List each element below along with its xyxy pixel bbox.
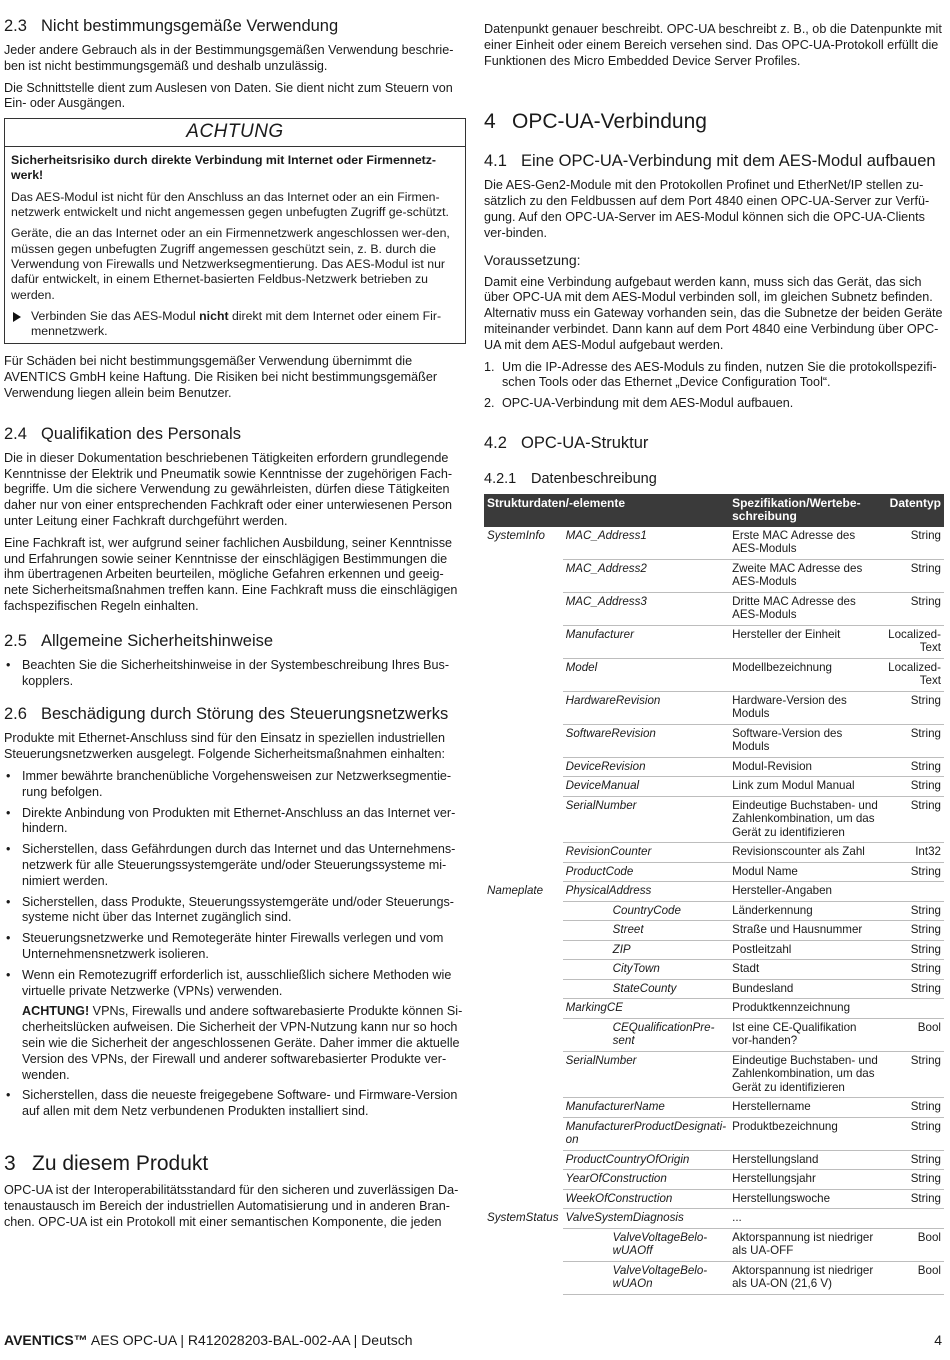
cell-structure-group xyxy=(484,691,563,724)
cell-specification: ... xyxy=(729,1209,881,1229)
section-heading: 2.6 Beschädigung durch Störung des Steuerungsnetzwerks xyxy=(4,705,449,724)
cell-datatype: String xyxy=(881,901,944,921)
section-heading: 2.3 Nicht bestimmungsgemäße Verwendung xyxy=(4,17,339,35)
table-row xyxy=(484,1018,944,1051)
subsection-title: Datenbeschreibung xyxy=(531,470,657,487)
cell-element: ManufacturerProductDesignati-on xyxy=(563,1117,729,1150)
cell-element: MarkingCE xyxy=(563,999,729,1019)
cell-structure-group xyxy=(484,658,563,691)
table-row xyxy=(484,940,944,960)
table-row xyxy=(484,527,944,560)
cell-element: PhysicalAddress xyxy=(563,882,729,902)
table-row xyxy=(484,691,944,724)
cell-specification: Software-Version des Moduls xyxy=(729,724,881,757)
cell-datatype: String xyxy=(881,691,944,724)
cell-element: Street xyxy=(563,921,729,941)
right-column xyxy=(484,22,944,1295)
cell-specification: Produktkennzeichnung xyxy=(729,999,881,1019)
warning-paragraph: Das AES-Modul ist nicht für den Anschluss an das Internet oder an ein Firmen-netzwerk entwickelt und nicht angemessen gegen unbefugten Zugriff ge-schützt. xyxy=(11,189,449,220)
cell-element: ValveVoltageBelo-wUAOff xyxy=(563,1228,729,1261)
cell-element: ValveVoltageBelo-wUAOn xyxy=(563,1261,729,1294)
table-row xyxy=(484,1117,944,1150)
cell-specification: Straße und Hausnummer xyxy=(729,921,881,941)
list-item: • Immer bewährte branchenübliche Vorgehensweisen zur Netzwerksegmentie-rung befolgen. xyxy=(6,769,452,799)
cell-structure-group xyxy=(484,1018,563,1051)
table-row xyxy=(484,757,944,777)
cell-structure-group xyxy=(484,757,563,777)
page-footer xyxy=(0,1332,950,1356)
cell-structure-group xyxy=(484,862,563,882)
cell-element: MAC_Address3 xyxy=(563,592,729,625)
cell-datatype: String xyxy=(881,724,944,757)
cell-structure-group: SystemStatus xyxy=(487,1210,559,1224)
paragraph: Die Schnittstelle dient zum Auslesen von Daten. Sie dient nicht zum Steuern von Ein- oder Ausgängen. xyxy=(4,80,453,111)
cell-specification: Hersteller-Angaben xyxy=(729,882,881,902)
cell-datatype: Localized-Text xyxy=(881,658,944,691)
chapter-title: OPC-UA-Verbindung xyxy=(512,110,707,134)
cell-element: CountryCode xyxy=(563,901,729,921)
table-row xyxy=(484,724,944,757)
cell-structure-group xyxy=(484,777,563,797)
cell-structure-group xyxy=(484,1228,563,1261)
table-row xyxy=(484,1189,944,1209)
cell-element: WeekOfConstruction xyxy=(563,1189,729,1209)
table-row xyxy=(484,777,944,797)
cell-element: CityTown xyxy=(563,960,729,980)
paragraph: Produkte mit Ethernet-Anschluss sind für den Einsatz in speziellen industriellen Steuerungsnetzwerken ausgelegt. Folgende Sicherheitsmaßnahmen einhalten: xyxy=(4,731,446,762)
cell-element: ZIP xyxy=(563,940,729,960)
cell-specification: Eindeutige Buchstaben- und Zahlenkombination, um das Gerät zu identifizieren xyxy=(729,1051,881,1098)
table-header-spec: Spezifikation/Wertebe-schreibung xyxy=(729,494,881,527)
cell-datatype: Bool xyxy=(881,1228,944,1261)
cell-structure-group xyxy=(484,921,563,941)
paragraph: Datenpunkt genauer beschreibt. OPC-UA beschreibt z. B., ob die Datenpunkte mit einer Einheit oder einem Bereich versehen sind. Das OPC-UA-Protokoll erfüllt die Funktionen des Micro Embedded Device Server Profiles. xyxy=(484,22,942,68)
cell-element: SerialNumber xyxy=(563,1051,729,1098)
paragraph: Die in dieser Dokumentation beschriebenen Tätigkeiten erfordern grundlegende Kenntnisse der Elektrik und Pneumatik sowie Kenntnisse der zugehörigen Fach-begriffe. Um die sichere Verwendung zu gewährleisten, dürfen diese Tätigkeiten daher nur von einer entsprechenden Fachkraft oder einer unterwiesenen Person unter Leitung einer Fachkraft durchgeführt werden. xyxy=(4,450,453,529)
cell-datatype: String xyxy=(881,777,944,797)
cell-specification: Hardware-Version des Moduls xyxy=(729,691,881,724)
numbered-list xyxy=(484,360,944,412)
triangle-arrow-icon xyxy=(13,312,21,322)
cell-datatype: String xyxy=(881,921,944,941)
cell-element: HardwareRevision xyxy=(563,691,729,724)
cell-structure-group xyxy=(484,559,563,592)
cell-specification: Postleitzahl xyxy=(729,940,881,960)
cell-datatype: String xyxy=(881,1170,944,1190)
table-header-structure: Strukturdaten/-elemente xyxy=(484,494,729,527)
cell-datatype: String xyxy=(881,862,944,882)
cell-element: StateCounty xyxy=(563,979,729,999)
cell-structure-group xyxy=(484,592,563,625)
footer-doc-id: AES OPC-UA | R412028203-BAL-002-AA | Deutsch xyxy=(87,1332,413,1348)
cell-element: DeviceRevision xyxy=(563,757,729,777)
cell-structure-group xyxy=(484,960,563,980)
cell-datatype xyxy=(881,882,944,902)
table-row xyxy=(484,862,944,882)
footer-doc-info xyxy=(4,1332,413,1348)
cell-specification: Herstellungsland xyxy=(729,1150,881,1170)
table-row xyxy=(484,979,944,999)
cell-specification: Länderkennung xyxy=(729,901,881,921)
cell-specification: Modul Name xyxy=(729,862,881,882)
cell-specification: Produktbezeichnung xyxy=(729,1117,881,1150)
section-title: Allgemeine Sicherheitshinweise xyxy=(41,631,274,650)
cell-datatype: String xyxy=(881,979,944,999)
cell-structure-group xyxy=(484,1261,563,1294)
paragraph: Die AES-Gen2-Module mit den Protokollen Profinet und EtherNet/IP stellen zu-sätzlich zu den Feldbussen auf dem Port 4840 einen OPC-UA-Server zur Verfü-gung. Auf den OPC-UA-Server im AES-Modul können sich die OPC-UA-Clients ver-binden. xyxy=(484,178,930,240)
list-item: • Beachten Sie die Sicherheitshinweise in der Systembeschreibung Ihres Bus-kopplers. xyxy=(6,657,450,688)
list-item: • Sicherstellen, dass Produkte, Steuerungssystemgeräte und/oder Steuerungs-systeme nicht über das Internet zugänglich sind. xyxy=(6,894,454,925)
list-item: • Direkte Anbindung von Produkten mit Ethernet-Anschluss an das Internet ver-hindern. xyxy=(6,805,456,836)
table-row xyxy=(484,901,944,921)
cell-structure-group xyxy=(484,979,563,999)
list-item: 2. OPC-UA-Verbindung mit dem AES-Modul aufbauen. xyxy=(484,396,794,411)
warning-header: ACHTUNG xyxy=(5,119,465,147)
table-row xyxy=(484,999,944,1019)
cell-specification: Aktorspannung ist niedriger als UA-ON (21,6 V) xyxy=(729,1261,881,1294)
table-row xyxy=(484,843,944,863)
cell-specification: Zweite MAC Adresse des AES-Moduls xyxy=(729,559,881,592)
warning-box xyxy=(4,118,466,344)
table-row xyxy=(484,1209,944,1229)
chapter-heading: 4 OPC-UA-Verbindung xyxy=(484,110,707,134)
cell-element: MAC_Address2 xyxy=(563,559,729,592)
cell-specification: Eindeutige Buchstaben- und Zahlenkombination, um das Gerät zu identifizieren xyxy=(729,796,881,843)
table-row xyxy=(484,1261,944,1294)
cell-structure-group xyxy=(484,901,563,921)
footer-brand: AVENTICS™ xyxy=(4,1332,88,1348)
cell-specification: Modul-Revision xyxy=(729,757,881,777)
table-row xyxy=(484,882,944,902)
table-row xyxy=(484,921,944,941)
cell-specification: Dritte MAC Adresse des AES-Moduls xyxy=(729,592,881,625)
cell-datatype: String xyxy=(881,940,944,960)
section-heading: 4.2 OPC-UA-Struktur xyxy=(484,433,649,452)
section-heading: 2.4 Qualifikation des Personals xyxy=(4,424,241,443)
cell-structure-group xyxy=(484,724,563,757)
cell-specification: Hersteller der Einheit xyxy=(729,625,881,658)
cell-datatype: String xyxy=(881,960,944,980)
cell-element: ProductCountryOfOrigin xyxy=(563,1150,729,1170)
cell-datatype: String xyxy=(881,1051,944,1098)
cell-element: DeviceManual xyxy=(563,777,729,797)
cell-specification: Aktorspannung ist niedriger als UA-OFF xyxy=(729,1228,881,1261)
cell-specification: Herstellungsjahr xyxy=(729,1170,881,1190)
cell-datatype: String xyxy=(881,757,944,777)
cell-specification: Erste MAC Adresse des AES-Moduls xyxy=(729,527,881,560)
warning-title: Sicherheitsrisiko durch direkte Verbindung mit Internet oder Firmennetz-werk! xyxy=(11,153,437,183)
cell-datatype: String xyxy=(881,559,944,592)
cell-structure-group xyxy=(484,1150,563,1170)
cell-datatype: String xyxy=(881,1150,944,1170)
section-title: Qualifikation des Personals xyxy=(41,424,241,443)
cell-structure-group: Nameplate xyxy=(487,883,544,897)
table-body xyxy=(484,527,944,1295)
paragraph: Jeder andere Gebrauch als in der Bestimmungsgemäßen Verwendung beschrie-ben ist nicht bestimmungsgemäß und deshalb unzulässig. xyxy=(4,43,454,73)
warning-paragraph: Geräte, die an das Internet oder an ein Firmennetzwerk angeschlossen wer-den, müssen gegen unbefugten Zugriff angemessen geschützt sein, z. B. durch die Verwendung von Firewalls und Netzwerksegmentierung. Das AES-Modul ist nur dafür entwickelt, in einem Ethernet-basierten Feldbus-Netzwerk betrieben zu werden. xyxy=(11,226,450,302)
paragraph: Damit eine Verbindung aufgebaut werden kann, muss sich das Gerät, das sich über OPC-UA mit dem AES-Modul verbinden soll, im gleichen Subnetz befinden. Alternativ muss ein Gateway vorhanden sein, das die Subnetze der beiden Geräte miteinander verbindet. Dann kann auf dem Port 4840 eine Verbindung über OPC-UA mit dem AES-Modul aufgebaut werden. xyxy=(484,274,943,352)
cell-datatype: String xyxy=(881,592,944,625)
left-column xyxy=(4,16,466,1236)
table-row xyxy=(484,1170,944,1190)
table-header-type: Datentyp xyxy=(881,494,944,527)
cell-datatype: Bool xyxy=(881,1018,944,1051)
cell-datatype: Localized-Text xyxy=(881,625,944,658)
cell-structure-group: SystemInfo xyxy=(487,528,545,542)
cell-specification: Ist eine CE-Qualifikation vor-handen? xyxy=(729,1018,881,1051)
table-row xyxy=(484,658,944,691)
table-row xyxy=(484,796,944,843)
cell-datatype xyxy=(881,1209,944,1229)
list-item: • Wenn ein Remotezugriff erforderlich ist, ausschließlich sichere Methoden wie virtuelle private Netzwerke (VPNs) verwenden. ACHTUNG! VPNs, Firewalls und andere softwarebasierte Produkte können Si-cherheitslücken aufweisen. Die Sicherheit der VPN-Nutzung kann nur so hoch sein wie die Sicherheit der angeschlossenen Geräte. Daher immer die aktuelle Version des VPNs, der Firewall und anderer softwarebasierter Produkte ver-wenden. xyxy=(4,968,466,1084)
cell-structure-group xyxy=(484,1189,563,1209)
chapter-heading: 3 Zu diesem Produkt xyxy=(4,1151,209,1175)
cell-datatype: String xyxy=(881,1117,944,1150)
cell-element: SerialNumber xyxy=(563,796,729,843)
list-note: ACHTUNG! VPNs, Firewalls und andere softwarebasierte Produkte können Si-cherheitslücken aufweisen. Die Sicherheit der VPN-Nutzung kann nur so hoch sein wie die Sicherheit der angeschlossenen Geräte. Daher immer die aktuelle Version des VPNs, der Firewall und anderer softwarebasierter Produkte ver-wenden. xyxy=(22,1004,463,1082)
cell-structure-group xyxy=(484,999,563,1019)
cell-specification: Stadt xyxy=(729,960,881,980)
cell-element: ManufacturerName xyxy=(563,1098,729,1118)
cell-datatype: String xyxy=(881,1189,944,1209)
cell-structure-group xyxy=(484,625,563,658)
table-row xyxy=(484,960,944,980)
section-heading: 2.5 Allgemeine Sicherheitshinweise xyxy=(4,631,274,650)
table-header-row xyxy=(484,494,944,527)
cell-specification: Herstellername xyxy=(729,1098,881,1118)
cell-specification: Link zum Modul Manual xyxy=(729,777,881,797)
cell-structure-group xyxy=(484,843,563,863)
cell-specification: Bundesland xyxy=(729,979,881,999)
section-title: Beschädigung durch Störung des Steuerungsnetzwerks xyxy=(41,705,449,724)
warning-body xyxy=(5,147,465,339)
cell-structure-group xyxy=(484,1117,563,1150)
page-number: 4 xyxy=(934,1332,942,1348)
table-row xyxy=(484,1098,944,1118)
cell-element: MAC_Address1 xyxy=(563,527,729,560)
cell-datatype: String xyxy=(881,527,944,560)
subsection-heading: 4.2.1 Datenbeschreibung xyxy=(484,470,657,487)
cell-element: CEQualificationPre-sent xyxy=(563,1018,729,1051)
data-description-table xyxy=(484,494,944,1295)
cell-structure-group xyxy=(484,940,563,960)
section-heading: 4.1 Eine OPC-UA-Verbindung mit dem AES-Modul aufbauen xyxy=(484,152,936,171)
table-row xyxy=(484,1051,944,1098)
section-title: Nicht bestimmungsgemäße Verwendung xyxy=(41,17,339,35)
table-row xyxy=(484,625,944,658)
list-item: • Steuerungsnetzwerke und Remotegeräte hinter Firewalls verlegen und vom Unternehmensnetzwerk isolieren. xyxy=(6,931,444,961)
paragraph: Eine Fachkraft ist, wer aufgrund seiner fachlichen Ausbildung, seiner Kenntnisse und Erfahrungen sowie seiner Kenntnisse der einschlägigen Bestimmungen die ihm übertragenen Arbeiten beurteilen, mögliche Gefahren erkennen und geeig-nete Sicherheitsmaßnahmen treffen kann. Eine Fachkraft muss die einschlägigen fachspezifischen Regeln einhalten. xyxy=(4,535,458,614)
warning-action: Verbinden Sie das AES-Modul nicht direkt mit dem Internet oder einem Fir-mennetzwerk. xyxy=(11,309,459,340)
cell-datatype: String xyxy=(881,796,944,843)
section-title: OPC-UA-Struktur xyxy=(521,433,649,452)
cell-specification: Herstellungswoche xyxy=(729,1189,881,1209)
bullet-list xyxy=(4,769,466,1120)
cell-structure-group xyxy=(484,796,563,843)
cell-specification: Revisionscounter als Zahl xyxy=(729,843,881,863)
list-item: 1. Um die IP-Adresse des AES-Moduls zu finden, nutzen Sie die protokollspezifi-schen Tools oder das Ethernet „Device Configuration Tool“. xyxy=(484,359,937,390)
table-row xyxy=(484,1228,944,1261)
chapter-title: Zu diesem Produkt xyxy=(32,1151,209,1175)
cell-element: RevisionCounter xyxy=(563,843,729,863)
cell-structure-group xyxy=(484,1098,563,1118)
table-row xyxy=(484,1150,944,1170)
cell-element: ProductCode xyxy=(563,862,729,882)
cell-datatype: Int32 xyxy=(881,843,944,863)
section-title: Eine OPC-UA-Verbindung mit dem AES-Modul aufbauen xyxy=(521,152,936,171)
table-row xyxy=(484,592,944,625)
paragraph: OPC-UA ist der Interoperabilitätsstandard für den sicheren und zuverlässigen Da-tenaustausch im Bereich der industriellen Automatisierung und in anderen Bran-chen. OPC-UA ist ein Protokoll mit einer semantischen Komponente, die jeden xyxy=(4,1182,459,1229)
cell-datatype xyxy=(881,999,944,1019)
cell-element: ValveSystemDiagnosis xyxy=(563,1209,729,1229)
cell-element: YearOfConstruction xyxy=(563,1170,729,1190)
cell-element: SoftwareRevision xyxy=(563,724,729,757)
cell-structure-group xyxy=(484,1051,563,1098)
list-item: • Sicherstellen, dass Gefährdungen durch das Internet und das Unternehmens-netzwerk für alle Steuerungssystemgeräte und/oder Steuerungssysteme mi-nimiert werden. xyxy=(6,842,456,888)
cell-element: Model xyxy=(563,658,729,691)
list-item: • Sicherstellen, dass die neueste freigegebene Software- und Firmware-Version auf allen mit dem Netz verbundenen Produkten installiert sind. xyxy=(6,1088,458,1119)
table-row xyxy=(484,559,944,592)
cell-structure-group xyxy=(484,1170,563,1190)
prerequisite-heading: Voraussetzung: xyxy=(484,251,581,268)
cell-datatype: String xyxy=(881,1098,944,1118)
bullet-list xyxy=(4,658,466,690)
cell-specification: Modellbezeichnung xyxy=(729,658,881,691)
cell-datatype: Bool xyxy=(881,1261,944,1294)
paragraph: Für Schäden bei nicht bestimmungsgemäßer Verwendung übernimmt die AVENTICS GmbH keine Haftung. Die Risiken bei nicht bestimmungsgemäßer Verwendung liegen allein beim Benutzer. xyxy=(4,354,438,401)
cell-element: Manufacturer xyxy=(563,625,729,658)
